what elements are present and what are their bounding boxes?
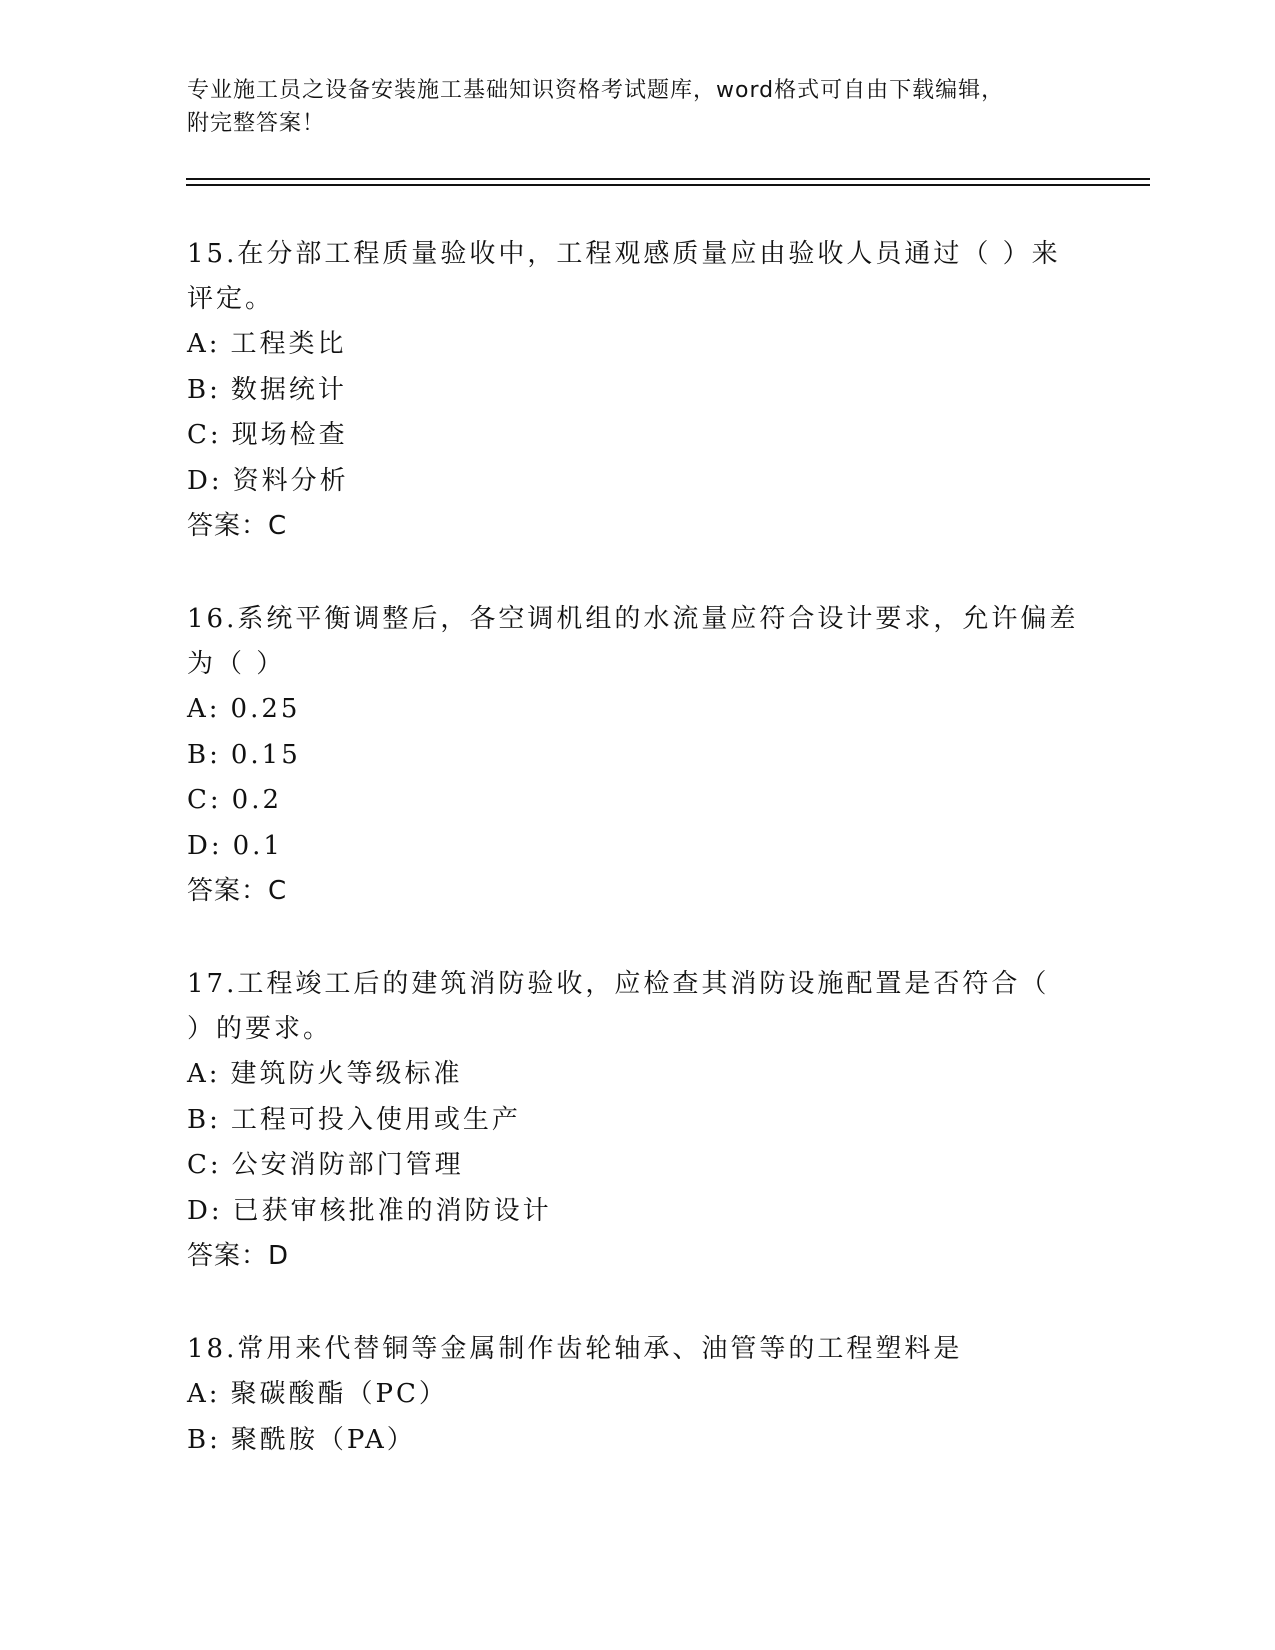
- question-15: [187, 232, 1087, 549]
- option-letter: B:: [187, 1104, 221, 1135]
- option-b: [187, 368, 1087, 414]
- option-c: [187, 1143, 1087, 1189]
- option-letter: B:: [187, 739, 221, 770]
- question-list: [187, 232, 1087, 1463]
- question-18: [187, 1327, 1087, 1463]
- option-text: 现场检查: [231, 420, 348, 450]
- option-letter: A:: [187, 329, 221, 359]
- header-line-2: 附完整答案！: [187, 111, 326, 136]
- option-text: 工程可投入使用或生产: [230, 1104, 521, 1135]
- question-stem-line: 18.常用来代替铜等金属制作齿轮轴承、油管等的工程塑料是: [187, 1334, 963, 1364]
- answer-line: 答案：D: [187, 1241, 290, 1271]
- option-letter: C:: [187, 1150, 222, 1180]
- option-letter: C:: [187, 785, 222, 815]
- question-stem-line: 为（ ）: [187, 649, 286, 679]
- question-stem-line: ）的要求。: [187, 1014, 333, 1044]
- document-header: [187, 74, 1107, 140]
- option-text: 公安消防部门管理: [231, 1150, 464, 1180]
- option-a: [187, 1372, 1087, 1418]
- option-d: [187, 824, 1087, 870]
- question-stem-line: 评定。: [187, 284, 275, 314]
- option-letter: B:: [187, 1424, 221, 1455]
- option-b: [187, 733, 1087, 779]
- option-text: 0.15: [230, 739, 301, 770]
- option-text: 工程类比: [230, 329, 347, 359]
- option-a: [187, 322, 1087, 368]
- header-line-1: 专业施工员之设备安装施工基础知识资格考试题库，word格式可自由下载编辑，: [187, 78, 1005, 103]
- option-letter: D:: [187, 830, 223, 861]
- option-text: 0.2: [231, 785, 283, 815]
- option-b: [187, 1098, 1087, 1144]
- option-letter: D:: [187, 1195, 223, 1226]
- option-d: [187, 1189, 1087, 1235]
- option-letter: D:: [187, 465, 223, 496]
- question-16: [187, 597, 1087, 914]
- option-text: 资料分析: [232, 465, 349, 496]
- option-text: 0.1: [232, 830, 283, 861]
- question-17: [187, 962, 1087, 1279]
- header-divider-bottom: [186, 184, 1150, 186]
- option-a: [187, 687, 1087, 733]
- answer-line: 答案：C: [187, 511, 288, 541]
- option-letter: A:: [187, 1059, 221, 1089]
- question-stem-line: 17.工程竣工后的建筑消防验收，应检查其消防设施配置是否符合（: [187, 969, 1050, 999]
- header-divider-top: [186, 178, 1150, 180]
- question-stem-line: 15.在分部工程质量验收中，工程观感质量应由验收人员通过（ ）来: [187, 239, 1061, 269]
- option-text: 数据统计: [230, 374, 347, 405]
- option-text: 建筑防火等级标准: [230, 1059, 463, 1089]
- option-letter: A:: [187, 1379, 221, 1409]
- option-a: [187, 1052, 1087, 1098]
- question-stem-line: 16.系统平衡调整后，各空调机组的水流量应符合设计要求，允许偏差: [187, 604, 1079, 634]
- option-letter: B:: [187, 374, 221, 405]
- option-text: 聚碳酸酯（PC）: [230, 1379, 448, 1409]
- option-c: [187, 778, 1087, 824]
- option-text: 聚酰胺（PA）: [230, 1424, 416, 1455]
- option-letter: A:: [187, 694, 221, 724]
- option-b: [187, 1418, 1087, 1464]
- option-letter: C:: [187, 420, 222, 450]
- option-text: 0.25: [230, 694, 301, 724]
- option-c: [187, 413, 1087, 459]
- answer-line: 答案：C: [187, 876, 288, 906]
- option-text: 已获审核批准的消防设计: [232, 1195, 552, 1226]
- option-d: [187, 459, 1087, 505]
